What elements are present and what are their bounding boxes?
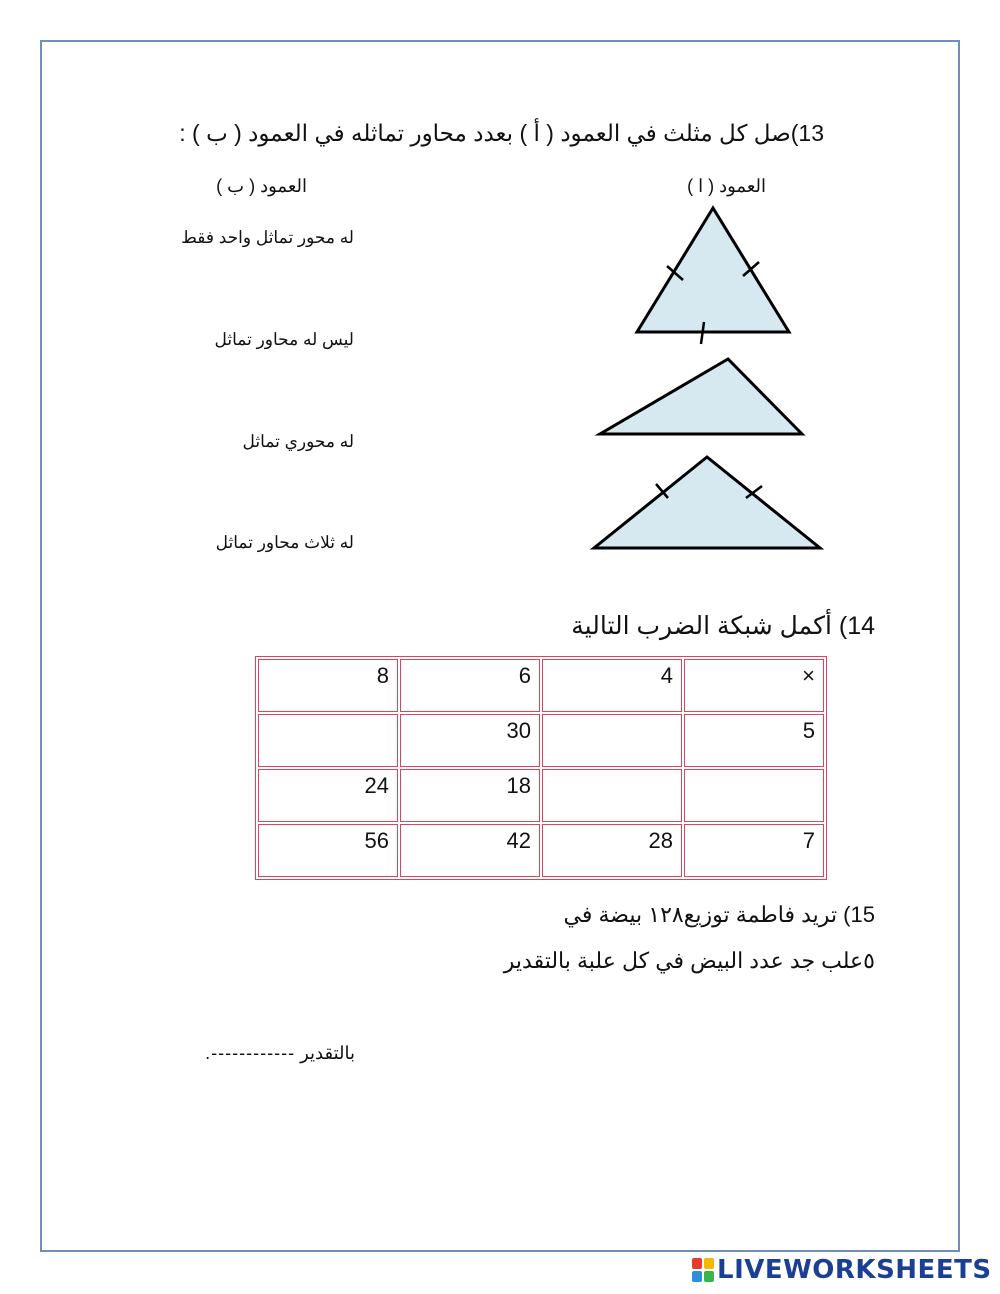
estimate-answer: [191, 1043, 355, 1064]
grid-cell[interactable]: 18: [400, 769, 540, 822]
grid-cell[interactable]: 28: [542, 824, 682, 877]
grid-cell[interactable]: 4: [542, 659, 682, 712]
grid-cell[interactable]: 7: [684, 824, 824, 877]
table-row: [258, 714, 824, 767]
multiplication-grid: [255, 656, 827, 880]
grid-cell[interactable]: 6: [400, 659, 540, 712]
table-row: [258, 769, 824, 822]
logo-text: LIVEWORKSHEETS: [717, 1255, 992, 1285]
column-b-header: العمود ( ب ): [216, 176, 307, 196]
option-no-axis[interactable]: ليس له محاور تماثل: [214, 330, 354, 349]
liveworksheets-logo: [692, 1255, 992, 1285]
grid-cell[interactable]: 24: [258, 769, 398, 822]
grid-cell[interactable]: 5: [684, 714, 824, 767]
question-13-title: 13)صل كل مثلث في العمود ( أ ) بعدد محاور تماثله في العمود ( ب ) :: [179, 120, 824, 146]
grid-cell[interactable]: [258, 714, 398, 767]
question-15-line-1: 15) تريد فاطمة توزيع١٢٨ بيضة في: [563, 902, 875, 927]
question-15-line-2: ٥علب جد عدد البيض في كل علبة بالتقدير: [503, 948, 875, 973]
grid-cell[interactable]: [542, 714, 682, 767]
option-three-axes[interactable]: له ثلاث محاور تماثل: [215, 533, 354, 552]
grid-cell[interactable]: 8: [258, 659, 398, 712]
column-a-header: العمود ( ا ): [687, 176, 766, 196]
grid-cell[interactable]: 42: [400, 824, 540, 877]
grid-cell[interactable]: [542, 769, 682, 822]
logo-icon: [692, 1258, 714, 1282]
estimate-blank[interactable]: ------------.: [205, 1043, 296, 1063]
grid-cell[interactable]: [684, 769, 824, 822]
grid-cell[interactable]: 56: [258, 824, 398, 877]
grid-cell-times-sign: ×: [684, 659, 824, 712]
equilateral-triangle[interactable]: [637, 208, 789, 344]
option-one-axis[interactable]: له محور تماثل واحد فقط: [181, 228, 354, 247]
grid-cell[interactable]: 30: [400, 714, 540, 767]
scalene-triangle[interactable]: [600, 359, 802, 434]
estimate-label: بالتقدير: [300, 1043, 355, 1063]
option-two-axes[interactable]: له محوري تماثل: [242, 432, 354, 451]
table-row: [258, 659, 824, 712]
table-row: [258, 824, 824, 877]
isosceles-triangle[interactable]: [594, 457, 820, 548]
question-14-title: 14) أكمل شبكة الضرب التالية: [571, 612, 875, 640]
triangles-figure: [0, 0, 1000, 600]
